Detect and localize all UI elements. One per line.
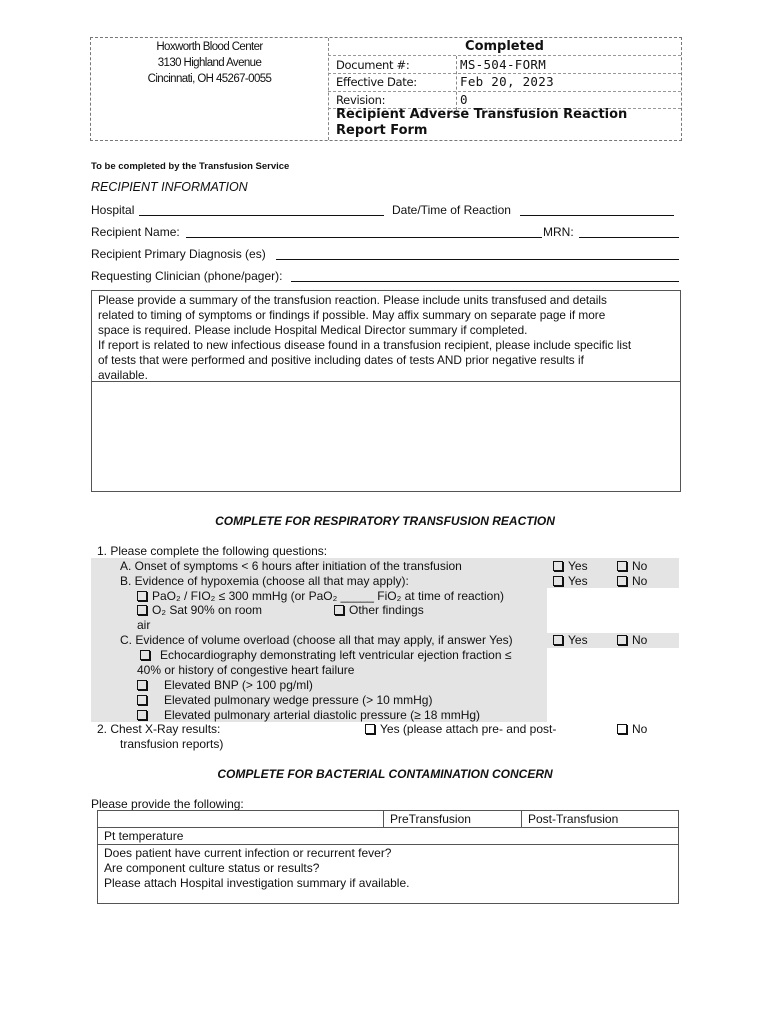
qa-yes[interactable]: Yes [553,559,588,573]
mrn-label: MRN: [543,225,574,239]
checkbox-icon [365,724,375,734]
checkbox-icon [137,605,147,615]
mrn-field[interactable] [579,237,679,238]
checkbox-icon [137,695,147,705]
org-city: Cincinnati, OH 45267-0055 [147,73,272,85]
summary-instructions [98,293,631,383]
q2-no[interactable]: No [617,722,647,736]
qb2-option[interactable]: O₂ Sat 90% on room [137,603,262,617]
instruction-line: related to timing of symptoms or findings if possible. May affix summary on separate page if more [98,308,606,322]
posttransfusion-header: Post-Transfusion [522,811,679,828]
instruction-line: Please provide a summary of the transfusion reaction. Please include units transfused and details [98,293,607,307]
checkbox-icon [553,635,563,645]
checkbox-icon [137,591,147,601]
hospital-label: Hospital [91,203,135,217]
diagnosis-field[interactable] [276,259,679,260]
checkbox-icon [140,650,150,660]
header-divider [456,56,457,110]
respiratory-heading: COMPLETE FOR RESPIRATORY TRANSFUSION REACTION [215,514,555,528]
recipient-name-label: Recipient Name: [91,225,180,239]
bacterial-intro: Please provide the following: [91,797,244,811]
qb1-option[interactable]: PaO₂ / FIO₂ ≤ 300 mmHg (or PaO₂ _____ FiO₂ at time of reaction) [137,589,504,603]
q1-label: 1. Please complete the following questions: [97,544,328,558]
header-rule [328,91,681,92]
checkbox-icon [334,605,344,615]
checkbox-icon [137,710,147,720]
revision-label: Revision: [336,93,386,107]
datetime-field[interactable] [520,215,674,216]
qc4-option[interactable]: Elevated pulmonary arterial diastolic pressure (≥ 18 mmHg) [137,708,480,722]
recipient-name-field[interactable] [186,237,542,238]
q2-continued: transfusion reports) [120,737,224,751]
qa-no[interactable]: No [617,559,647,573]
org-street: 3130 Highland Avenue [157,57,262,69]
qb3-option[interactable]: Other findings [334,603,424,617]
header-rule [328,55,681,56]
clinician-label: Requesting Clinician (phone/pager): [91,269,283,283]
checkbox-icon [617,635,627,645]
effective-date-value: Feb 20, 2023 [460,74,554,89]
document-number-label: Document #: [336,58,410,72]
infection-question: Does patient have current infection or recurrent fever? [104,846,392,860]
checkbox-icon [617,576,627,586]
table-cell[interactable] [98,811,384,828]
org-name: Hoxworth Blood Center [156,41,263,53]
instruction-line: of tests that were performed and positive including dates of tests AND prior negative results if [98,353,584,367]
diagnosis-label: Recipient Primary Diagnosis (es) [91,247,266,261]
checkbox-icon [553,561,563,571]
instruction-line: available. [98,368,148,382]
qc2-option[interactable]: Elevated BNP (> 100 pg/ml) [137,678,313,692]
revision-value: 0 [460,92,468,107]
qc1-continued: 40% or history of congestive heart failure [137,663,355,677]
qb-label: B. Evidence of hypoxemia (choose all that may apply): [120,574,409,588]
organization-address [91,39,328,87]
recipient-heading: RECIPIENT INFORMATION [91,180,248,194]
qc1-option[interactable]: Echocardiography demonstrating left ventricular ejection fraction ≤ [140,648,511,662]
q2-label: 2. Chest X-Ray results: [97,722,221,736]
q2-yes[interactable]: Yes (please attach pre- and post- [365,722,556,736]
document-status: Completed [465,39,544,54]
form-title: Recipient Adverse Transfusion Reaction Report Form [336,107,628,138]
qb-yes[interactable]: Yes [553,574,588,588]
qa-label: A. Onset of symptoms < 6 hours after initiation of the transfusion [120,559,462,573]
pretransfusion-header: PreTransfusion [384,811,522,828]
document-header [90,37,682,141]
culture-question: Are component culture status or results? [104,861,320,875]
hospital-field[interactable] [139,215,384,216]
checkbox-icon [137,680,147,690]
qc-label: C. Evidence of volume overload (choose all that may apply, if answer Yes) [120,633,513,647]
qc3-option[interactable]: Elevated pulmonary wedge pressure (> 10 mmHg) [137,693,432,707]
summary-box [91,290,681,492]
clinician-field[interactable] [291,281,679,282]
checkbox-icon [617,724,627,734]
qb-no[interactable]: No [617,574,647,588]
investigation-note: Please attach Hospital investigation summary if available. [104,876,410,890]
qc-no[interactable]: No [617,633,647,647]
bacterial-questions-cell[interactable] [98,845,679,904]
bacterial-table [97,810,679,904]
document-number-value: MS-504-FORM [460,57,547,72]
instruction-line: space is required. Please include Hospital Medical Director summary if completed. [98,323,528,337]
checkbox-icon [617,561,627,571]
pt-temperature-row[interactable]: Pt temperature [98,828,679,845]
qc-yes[interactable]: Yes [553,633,588,647]
datetime-label: Date/Time of Reaction [392,203,511,217]
checkbox-icon [553,576,563,586]
summary-text-area[interactable] [92,382,680,491]
qb2-continued: air [137,618,151,632]
effective-date-label: Effective Date: [336,75,417,89]
intro-note: To be completed by the Transfusion Service [91,161,290,172]
bacterial-heading: COMPLETE FOR BACTERIAL CONTAMINATION CONCERN [217,767,553,781]
instruction-line: If report is related to new infectious disease found in a transfusion recipient, please include specific list [98,338,632,352]
